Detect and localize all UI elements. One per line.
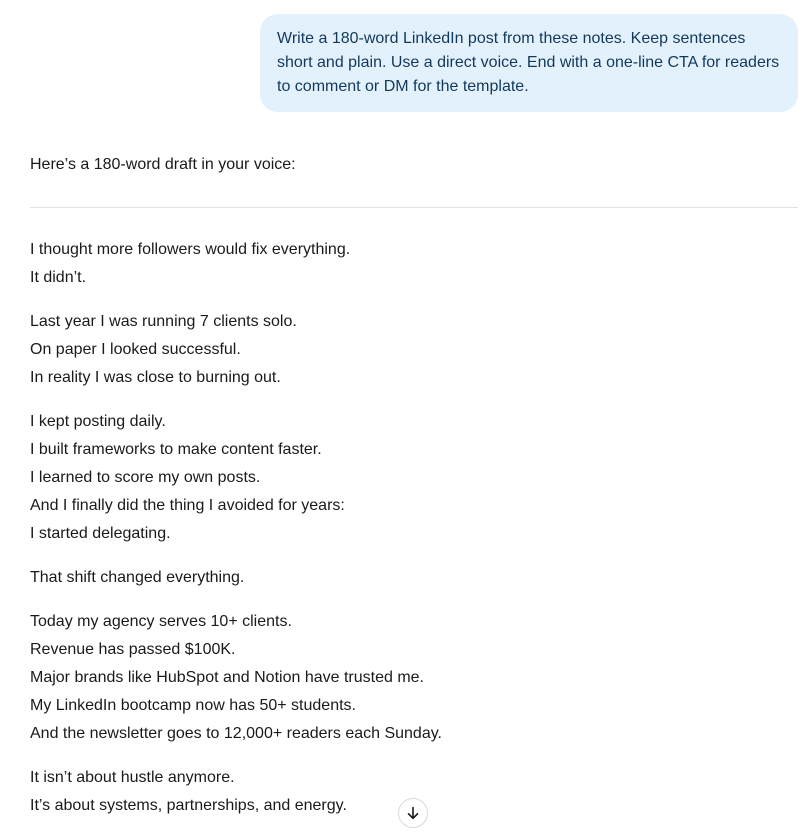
post-line: I learned to score my own posts. — [30, 469, 261, 486]
post-line: It didn’t. — [30, 269, 87, 286]
post-paragraph — [30, 608, 770, 748]
post-line: Revenue has passed $100K. — [30, 641, 236, 658]
post-paragraph — [30, 308, 770, 392]
post-paragraph — [30, 564, 770, 592]
post-line: In reality I was close to burning out. — [30, 369, 281, 386]
post-line: My LinkedIn bootcamp now has 50+ students. — [30, 697, 356, 714]
post-line: I started delegating. — [30, 525, 171, 542]
post-line: Today my agency serves 10+ clients. — [30, 613, 292, 630]
post-line: And the newsletter goes to 12,000+ readers each Sunday. — [30, 725, 442, 742]
post-paragraph — [30, 408, 770, 548]
post-line: I kept posting daily. — [30, 413, 166, 430]
post-line: Last year I was running 7 clients solo. — [30, 313, 297, 330]
user-message-bubble — [260, 14, 798, 112]
post-line: Major brands like HubSpot and Notion have trusted me. — [30, 669, 424, 686]
post-line: I built frameworks to make content faster. — [30, 441, 322, 458]
post-line: On paper I looked successful. — [30, 341, 241, 358]
user-message-text: Write a 180-word LinkedIn post from these notes. Keep sentences short and plain. Use a direct voice. End with a one-line CTA for readers to comment or DM for the template. — [277, 30, 780, 95]
post-line: It isn’t about hustle anymore. — [30, 769, 235, 786]
post-line: That shift changed everything. — [30, 569, 245, 586]
assistant-post-draft — [30, 236, 770, 832]
divider — [30, 207, 798, 208]
assistant-intro: Here’s a 180-word draft in your voice: — [30, 156, 296, 173]
post-paragraph — [30, 236, 770, 292]
post-line: And I finally did the thing I avoided for years: — [30, 497, 345, 514]
post-line: It’s about systems, partnerships, and energy. — [30, 797, 347, 814]
scroll-to-bottom-button[interactable] — [398, 798, 428, 828]
arrow-down-icon — [405, 805, 421, 821]
post-line: I thought more followers would fix everything. — [30, 241, 351, 258]
